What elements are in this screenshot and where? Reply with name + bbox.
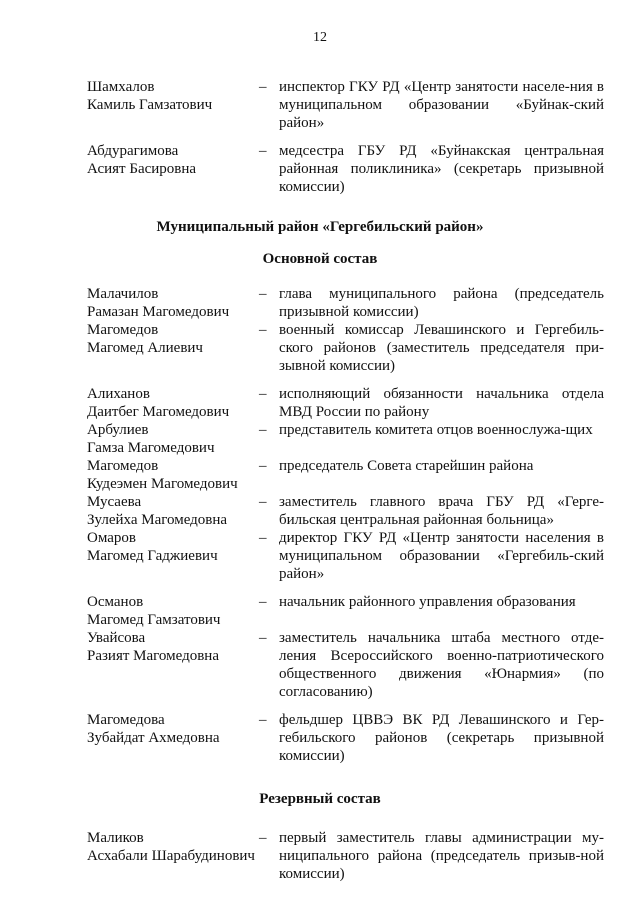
member-role: заместитель главного врача ГБУ РД «Герге-бильская центральная районная больница» bbox=[279, 494, 604, 528]
main-composition-heading: Основной состав bbox=[262, 251, 378, 267]
member-entry bbox=[87, 142, 604, 196]
member-entry bbox=[87, 711, 604, 765]
member-entry bbox=[87, 629, 604, 701]
dash: – bbox=[259, 322, 267, 338]
dash: – bbox=[259, 712, 267, 728]
reserve-composition-heading: Резервный состав bbox=[259, 791, 381, 807]
member-role: начальник районного управления образования bbox=[279, 594, 576, 610]
district-heading: Муниципальный район «Гергебильский район» bbox=[156, 219, 484, 235]
member-name: Османов Магомед Гамзатович bbox=[87, 594, 221, 628]
dash: – bbox=[259, 422, 267, 438]
dash: – bbox=[259, 386, 267, 402]
dash: – bbox=[259, 630, 267, 646]
member-entry bbox=[87, 78, 604, 132]
dash: – bbox=[259, 458, 267, 474]
member-role: председатель Совета старейшин района bbox=[279, 458, 534, 474]
dash: – bbox=[259, 79, 267, 95]
member-role: первый заместитель главы администрации му-ниципального района (председатель призыв-ной комиссии) bbox=[279, 830, 604, 882]
member-role: военный комиссар Левашинского и Гергебиль-ского районов (заместитель председателя при-зывной комиссии) bbox=[279, 322, 604, 374]
dash: – bbox=[259, 830, 267, 846]
member-name: Алиханов Даитбег Магомедович bbox=[87, 386, 230, 420]
member-entry bbox=[87, 421, 604, 457]
member-name: Маликов Асхабали Шарабудинович bbox=[87, 830, 255, 864]
member-name: Магомедов Кудеэмен Магомедович bbox=[87, 458, 238, 492]
member-entry bbox=[87, 385, 604, 421]
dash: – bbox=[259, 286, 267, 302]
member-role: исполняющий обязанности начальника отдела МВД России по району bbox=[279, 386, 604, 420]
member-entry bbox=[87, 457, 604, 493]
member-name: Омаров Магомед Гаджиевич bbox=[87, 530, 218, 564]
dash: – bbox=[259, 494, 267, 510]
member-name: Магомедова Зубайдат Ахмедовна bbox=[87, 712, 220, 746]
member-role: инспектор ГКУ РД «Центр занятости населе-ния в муниципальном образовании «Буйнак-ский район» bbox=[279, 79, 604, 131]
document-body bbox=[87, 78, 604, 883]
member-entry bbox=[87, 529, 604, 583]
dash: – bbox=[259, 143, 267, 159]
member-entry bbox=[87, 829, 604, 883]
member-role: медсестра ГБУ РД «Буйнакская центральная районная поликлиника» (секретарь призывной комиссии) bbox=[279, 143, 604, 195]
member-name: Малачилов Рамазан Магомедович bbox=[87, 286, 230, 320]
dash: – bbox=[259, 594, 267, 610]
member-name: Увайсова Разият Магомедовна bbox=[87, 630, 219, 664]
member-entry bbox=[87, 493, 604, 529]
member-name: Магомедов Магомед Алиевич bbox=[87, 322, 203, 356]
member-role: представитель комитета отцов военнослужа-щих bbox=[279, 422, 593, 438]
member-entry bbox=[87, 321, 604, 375]
member-name: Мусаева Зулейха Магомедовна bbox=[87, 494, 228, 528]
member-role: директор ГКУ РД «Центр занятости населения в муниципальном образовании «Гергебиль-ский район» bbox=[279, 530, 604, 582]
dash: – bbox=[259, 530, 267, 546]
member-entry bbox=[87, 593, 604, 629]
member-role: фельдшер ЦВВЭ ВК РД Левашинского и Гер-гебильского районов (секретарь призывной комиссии) bbox=[279, 712, 604, 764]
member-name: Арбулиев Гамза Магомедович bbox=[87, 422, 215, 456]
member-role: глава муниципального района (председатель призывной комиссии) bbox=[279, 286, 604, 320]
member-name: Абдурагимова Асият Басировна bbox=[87, 143, 197, 177]
page-number: 12 bbox=[313, 30, 327, 45]
member-entry bbox=[87, 285, 604, 321]
member-name: Шамхалов Камиль Гамзатович bbox=[87, 79, 213, 113]
member-role: заместитель начальника штаба местного отде-ления Всероссийского военно-патриотического общественного движения «Юнармия» (по согласованию) bbox=[279, 630, 604, 700]
